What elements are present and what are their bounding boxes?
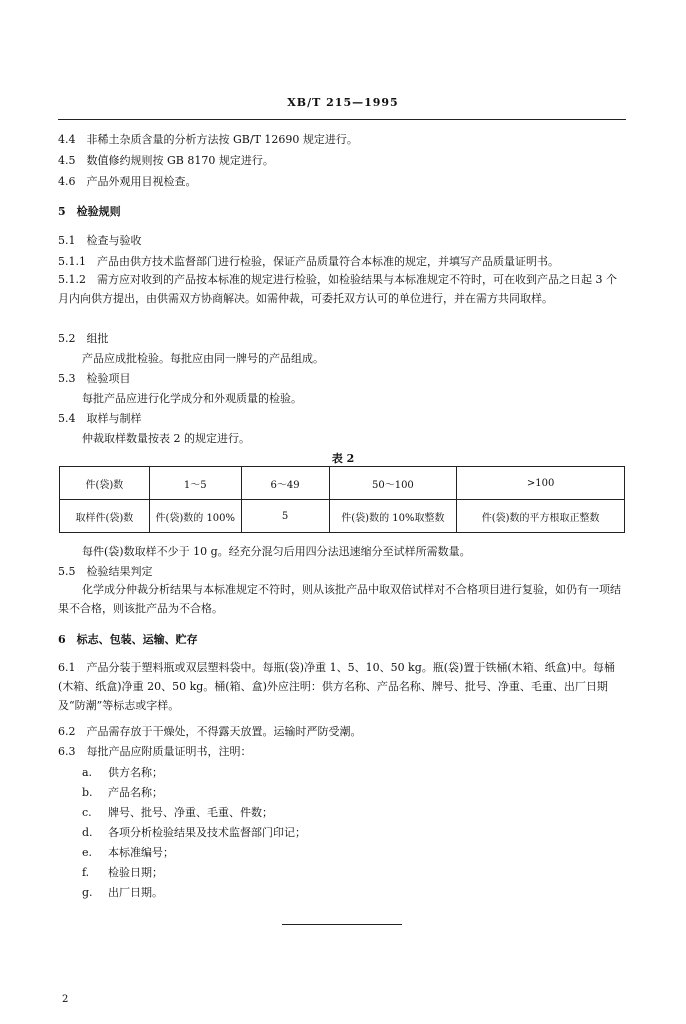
clause-5-5: 5.5 检验结果判定 [58,565,153,578]
clause-4-6 [58,173,197,189]
header-rule [58,119,626,120]
end-rule [282,924,402,925]
clause-number: 4.6 [58,175,76,188]
list-marker: g. [82,886,93,899]
list-text: 出厂日期。 [108,886,163,899]
list-text: 检验日期； [108,866,163,879]
table-cell: >100 [457,467,625,500]
clause-5-4-text: 仲裁取样数量按表 2 的规定进行。 [82,432,250,445]
table-cell: 件(袋)数的平方根取正整数 [457,500,625,533]
clause-5-2: 5.2 组批 [58,332,109,345]
clause-5-1-1: 5.1.1 产品由供方技术监督部门进行检验，保证产品质量符合本标准的规定，并填写产品质量证明书。 [58,255,559,268]
sample-mass-note: 每件(袋)数取样不少于 10 g。经充分混匀后用四分法迅速缩分至试样所需数量。 [82,545,471,558]
list-marker: a. [82,766,93,779]
list-item [82,864,163,880]
clause-6-2: 6.2 产品需存放于干燥处，不得露天放置。运输时严防受潮。 [58,725,362,738]
section-6-title: 6 标志、包装、运输、贮存 [58,633,198,646]
clause-5-1: 5.1 检查与验收 [58,234,142,247]
standard-code-header: XB/T 215—1995 [287,96,399,109]
clause-5-3: 5.3 检验项目 [58,372,131,385]
clause-5-1-2: 5.1.2 需方应对收到的产品按本标准的规定进行检验，如检验结果与本标准规定不符时，可在收到产品之日起 3 个月内向供方提出，由供需双方协商解决。如需仲裁，可委托双方认可的单位进行，并在需方共同取样。 [58,273,617,305]
list-item [82,824,306,840]
clause-text: 非稀土杂质含量的分析方法按 GB/T 12690 规定进行。 [86,133,358,146]
list-item [82,884,163,900]
list-marker: c. [82,806,92,819]
list-text: 本标准编号； [108,846,174,859]
list-text: 产品名称； [108,786,163,799]
clause-4-4 [58,131,358,147]
list-marker: e. [82,846,93,859]
clause-number: 4.5 [58,154,76,167]
list-item [82,804,273,820]
list-text: 各项分析检验结果及技术监督部门印记； [108,826,306,839]
table-cell: 6～49 [241,467,329,500]
clause-5-5-text: 化学成分仲裁分析结果与本标准规定不符时，则从该批产品中取双倍试样对不合格项目进行复验，如仍有一项结果不合格，则该批产品为不合格。 [58,583,621,615]
table-cell: 1～5 [149,467,241,500]
clause-6-3: 6.3 每批产品应附质量证明书，注明： [58,745,252,758]
list-marker: b. [82,786,93,799]
list-marker: f. [82,866,90,879]
sampling-table [59,466,625,533]
clause-4-5 [58,152,274,168]
list-text: 供方名称； [108,766,163,779]
clause-5-3-text: 每批产品应进行化学成分和外观质量的检验。 [82,392,302,405]
clause-text: 数值修约规则按 GB 8170 规定进行。 [86,154,274,167]
page-number: 2 [62,994,69,1005]
clause-5-2-text: 产品应成批检验。每批应由同一牌号的产品组成。 [82,352,324,365]
table-caption: 表 2 [331,452,355,465]
table-row [60,467,625,500]
clause-5-4: 5.4 取样与制样 [58,412,142,425]
table-cell: 件(袋)数 [60,467,150,500]
list-text: 牌号、批号、净重、毛重、件数； [108,806,273,819]
table-cell: 取样件(袋)数 [60,500,150,533]
table-cell: 件(袋)数的 10%取整数 [329,500,457,533]
clause-number: 4.4 [58,133,76,146]
list-item [82,844,174,860]
list-item [82,784,163,800]
clause-text: 产品外观用目视检查。 [86,175,197,188]
section-5-title: 5 检验规则 [58,205,121,218]
clause-6-1: 6.1 产品分装于塑料瓶或双层塑料袋中。每瓶(袋)净重 1、5、10、50 kg。瓶(袋)置于铁桶(木箱、纸盒)中。每桶(木箱、纸盒)净重 20、50 kg。桶(箱、盒)外应注明：供方名称、产品名称、牌号、批号、净重、毛重、出厂日期及“防潮”等标志或字样。 [58,661,615,712]
table-cell: 件(袋)数的 100% [149,500,241,533]
list-item [82,764,163,780]
table-cell: 5 [241,500,329,533]
table-row [60,500,625,533]
table-cell: 50～100 [329,467,457,500]
list-marker: d. [82,826,93,839]
